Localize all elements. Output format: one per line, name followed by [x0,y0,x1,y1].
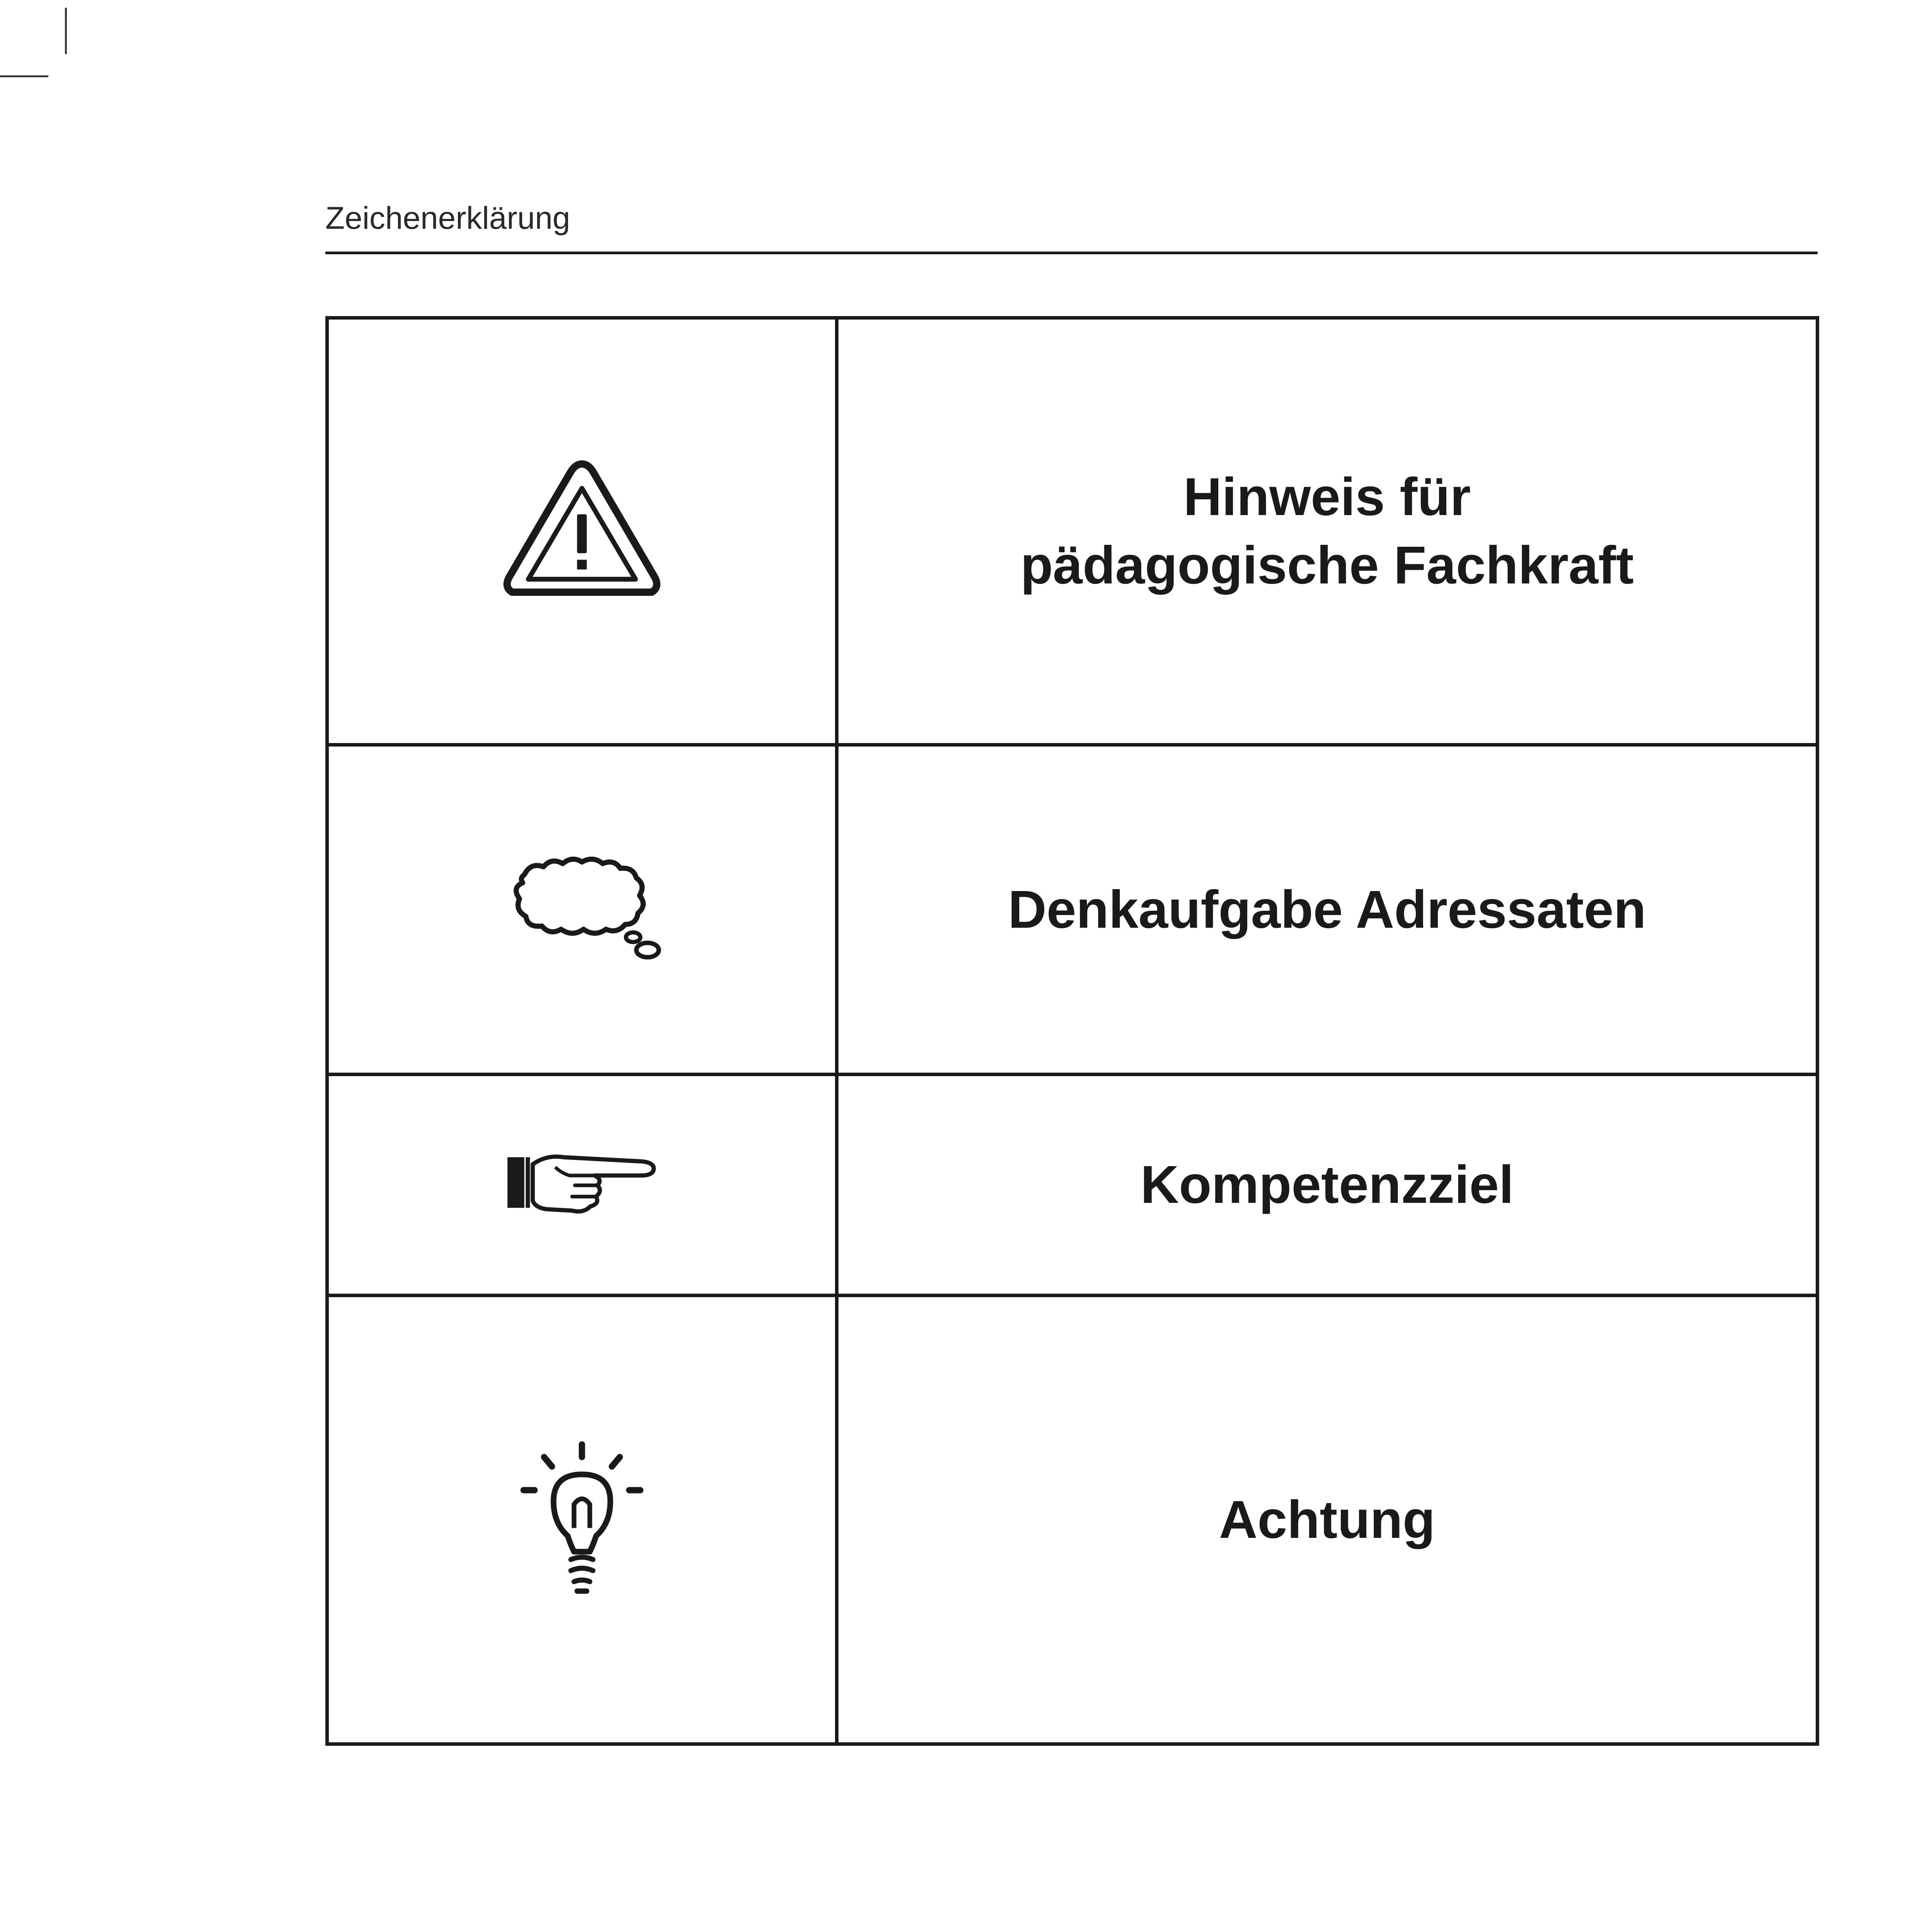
legend-icon-cell [327,1074,837,1295]
legend-row [327,1295,1818,1744]
crop-mark [65,8,67,54]
legend-label-line: Denkaufgabe Adressaten [1008,879,1646,939]
legend-label-line: Kompetenzziel [1140,1155,1514,1214]
running-head: Zeichenerklärung [325,201,570,236]
crop-mark [0,75,48,77]
legend-row [327,318,1818,745]
legend-label-cell [837,1074,1818,1295]
legend-label-line: Achtung [1219,1490,1435,1549]
legend-icon-cell [327,745,837,1075]
light-bulb-icon [518,1441,646,1596]
legend-label-cell [837,318,1818,745]
legend-table [325,316,1819,1746]
pointing-hand-icon [505,1147,659,1221]
thought-bubble-icon [501,852,663,964]
legend-row [327,1074,1818,1295]
header-rule [325,252,1818,254]
legend-row [327,745,1818,1075]
legend-label-cell [837,745,1818,1075]
legend-label-line: Hinweis für [1183,467,1471,527]
legend-label-line: pädagogische Fachkraft [1020,536,1634,595]
warning-triangle-icon [501,457,663,604]
legend-icon-cell [327,318,837,745]
legend-icon-cell [327,1295,837,1744]
legend-label-cell [837,1295,1818,1744]
